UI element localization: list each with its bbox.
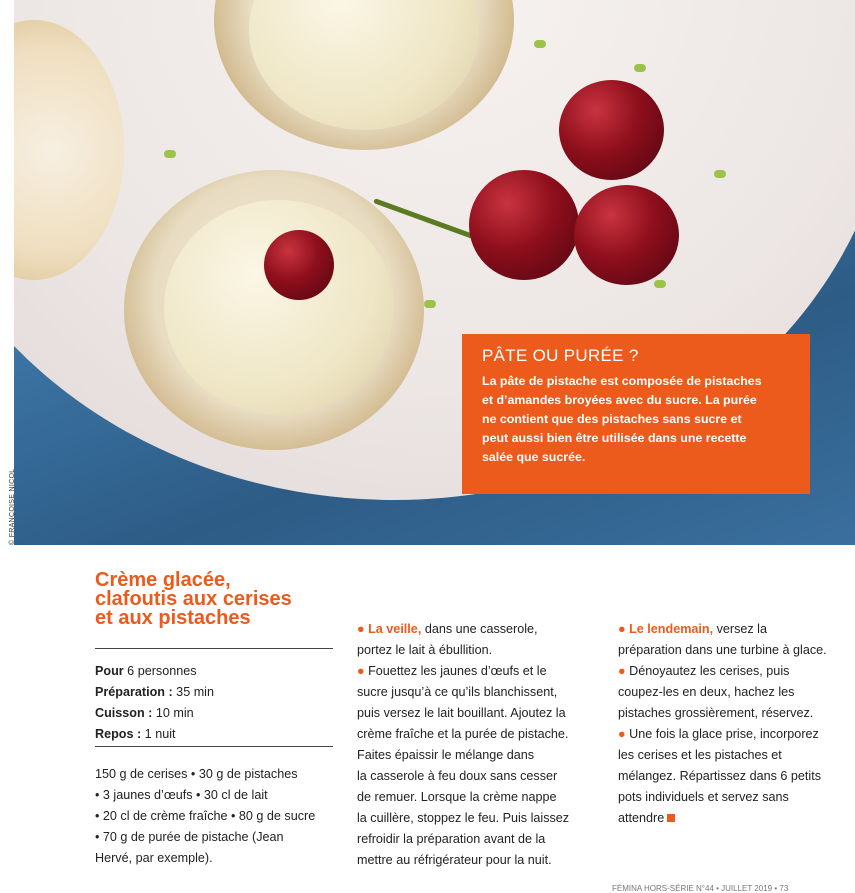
servings (95, 661, 335, 682)
step-line: mélangez. Répartissez dans 6 petits (618, 769, 822, 783)
cook-time-value: 10 min (152, 706, 194, 720)
divider (95, 648, 333, 649)
recipe-title-line: Crème glacée, (95, 569, 231, 591)
callout-line: peut aussi bien être utilisée dans une recette (482, 431, 747, 445)
step-line: portez le lait à ébullition. (357, 643, 493, 657)
callout-line: La pâte de pistache est composée de pistaches (482, 374, 762, 388)
step-line: pots individuels et servez sans (618, 790, 789, 804)
prep-time-value: 35 min (172, 685, 214, 699)
ice-cream-scoop (164, 200, 394, 415)
step-line (618, 724, 855, 745)
recipe-title-line: clafoutis aux cerises (95, 588, 292, 610)
photo-credit-text: © FRANÇOISE NICOL (9, 468, 16, 545)
step-line (357, 619, 602, 640)
ingredient-line: • 20 cl de crème fraîche • 80 g de sucre (95, 809, 316, 823)
step-line (357, 661, 602, 682)
bullet-dot: ● (357, 622, 365, 636)
ingredient-line: 150 g de cerises • 30 g de pistaches (95, 767, 298, 781)
step-line: de remuer. Lorsque la crème nappe (357, 790, 557, 804)
recipe-title-line: et aux pistaches (95, 607, 251, 629)
bullet-dot: ● (618, 664, 626, 678)
ingredients-list (95, 764, 345, 869)
page-folio: FÉMINA HORS-SÉRIE N°44 • JUILLET 2019 • 73 (612, 884, 789, 893)
info-callout (462, 334, 810, 494)
step-line: préparation dans une turbine à glace. (618, 643, 827, 657)
step-line: mettre au réfrigérateur pour la nuit. (357, 853, 552, 867)
ingredient-line: • 3 jaunes d’œufs • 30 cl de lait (95, 788, 268, 802)
step-line: coupez-les en deux, hachez les (618, 685, 795, 699)
cook-time-label: Cuisson : (95, 706, 153, 720)
steps-column-2 (618, 619, 855, 829)
pistachio-piece (714, 170, 726, 178)
end-square-icon (667, 814, 675, 822)
rest-time-value: 1 nuit (141, 727, 176, 741)
step-line: crème fraîche et la purée de pistache. (357, 727, 569, 741)
callout-title: PÂTE OU PURÉE ? (482, 346, 639, 365)
cherry (574, 185, 679, 285)
bullet-dot: ● (618, 727, 626, 741)
step-line: pistaches grossièrement, réservez. (618, 706, 814, 720)
step-line: Faites épaissir le mélange dans (357, 748, 535, 762)
rest-time-label: Repos : (95, 727, 142, 741)
pistachio-piece (534, 40, 546, 48)
cherry (264, 230, 334, 300)
cook-time (95, 703, 335, 724)
pistachio-piece (424, 300, 436, 308)
ingredient-line: Hervé, par exemple). (95, 851, 213, 865)
servings-label: Pour (95, 664, 124, 678)
step-line (618, 808, 855, 829)
step-line: la casserole à feu doux sans cesser (357, 769, 558, 783)
pistachio-piece (654, 280, 666, 288)
callout-text (482, 372, 792, 467)
step-text: dans une casserole, (421, 622, 538, 636)
step-text: Dénoyautez les cerises, puis (625, 664, 790, 678)
rest-time (95, 724, 335, 745)
step-text: Une fois la glace prise, incorporez (625, 727, 819, 741)
prep-time (95, 682, 335, 703)
recipe-meta (95, 661, 335, 745)
step-text: versez la (713, 622, 767, 636)
prep-time-label: Préparation : (95, 685, 173, 699)
step-line: refroidir la préparation avant de la (357, 832, 546, 846)
servings-value: 6 personnes (123, 664, 197, 678)
step-line: puis versez le lait bouillant. Ajoutez la (357, 706, 566, 720)
step-highlight: Le lendemain, (629, 622, 714, 636)
cherry (469, 170, 579, 280)
bullet-dot: ● (618, 622, 626, 636)
step-highlight: La veille, (368, 622, 422, 636)
callout-line: salée que sucrée. (482, 450, 586, 464)
step-line: la cuillère, stoppez le feu. Puis laissez (357, 811, 570, 825)
callout-line: et d’amandes broyées avec du sucre. La purée (482, 393, 757, 407)
step-line (618, 661, 855, 682)
step-text: Fouettez les jaunes d’œufs et le (364, 664, 547, 678)
callout-line: ne contient que des pistaches sans sucre et (482, 412, 742, 426)
photo-credit (0, 455, 16, 545)
recipe-title (95, 571, 335, 628)
step-line: les cerises et les pistaches et (618, 748, 782, 762)
bullet-dot: ● (357, 664, 365, 678)
pistachio-piece (634, 64, 646, 72)
step-line (618, 619, 855, 640)
ingredient-line: • 70 g de purée de pistache (Jean (95, 830, 284, 844)
steps-column-1 (357, 619, 602, 871)
step-text: attendre (618, 811, 665, 825)
pistachio-piece (164, 150, 176, 158)
step-line: sucre jusqu’à ce qu’ils blanchissent, (357, 685, 558, 699)
divider (95, 746, 333, 747)
cherry (559, 80, 664, 180)
